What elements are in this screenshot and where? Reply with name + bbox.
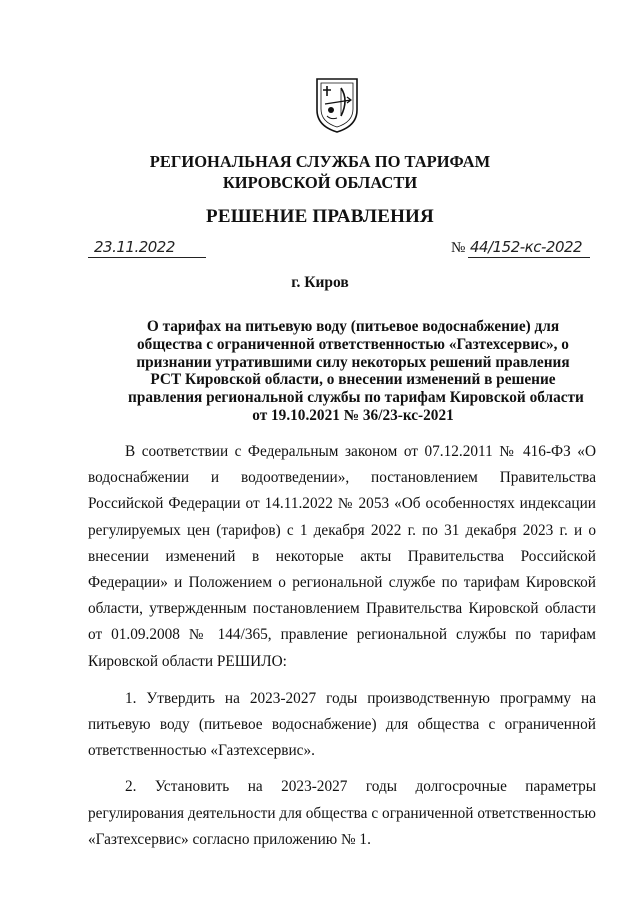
decision-number-field [468, 237, 590, 258]
subject-line: признании утратившими силу некоторых решений правления [136, 353, 570, 371]
decision-date-field [88, 237, 206, 258]
subject-line: от 19.10.2021 № 36/23-кс-2021 [252, 406, 454, 424]
preamble-paragraph: В соответствии с Федеральным законом от 07.12.2011 № 416-ФЗ «О водоснабжении и водоотведении», постановлением Правительства Российской Федерации от 14.11.2022 № 2053 «Об особенностях индексации регулируемых цен (тарифов) с 1 декабря 2022 г. по 31 декабря 2023 г. и о внесении изменений в некоторые акты Правительства Российской Федерации» и Положением о региональной службе по тарифам Кировской области, утвержденным постановлением Правительства Кировской области от 01.09.2008 № 144/365, правление региональной службы по тарифам Кировской области РЕШИЛО: [88, 443, 596, 670]
subject-line: РСТ Кировской области, о внесении изменений в решение [150, 371, 556, 389]
city: г. Киров [291, 274, 349, 291]
number-sign: № [451, 240, 466, 256]
decision-body [88, 439, 596, 863]
subject-line: правления региональной службы по тарифам Кировской области [128, 389, 584, 407]
clause-paragraph: 1. Утвердить на 2023-2027 годы производственную программу на питьевую воду (питьевое водоснабжение) для общества с ограниченной ответственностью «Газтехсервис». [88, 689, 596, 760]
subject-line: О тарифах на питьевую воду (питьевое водоснабжение) для [146, 318, 560, 335]
organization-name-line1: РЕГИОНАЛЬНАЯ СЛУЖБА ПО ТАРИФАМ [149, 152, 491, 171]
subject-line: общества с ограниченной ответственностью «Газтехсервис», о [137, 335, 569, 353]
organization-name-line2: КИРОВСКОЙ ОБЛАСТИ [222, 173, 418, 192]
kirov-oblast-coat-of-arms-icon [313, 76, 361, 134]
document-type-title: РЕШЕНИЕ ПРАВЛЕНИЯ [206, 206, 434, 227]
decision-date: 23.11.2022 [94, 238, 175, 256]
decision-number: 44/152-кс-2022 [470, 238, 583, 256]
clause-paragraph: 2. Установить на 2023-2027 годы долгосрочные параметры регулирования деятельности для общества с ограниченной ответственностью «Газтехсервис» согласно приложению № 1. [88, 778, 596, 848]
decision-subject [128, 318, 584, 425]
